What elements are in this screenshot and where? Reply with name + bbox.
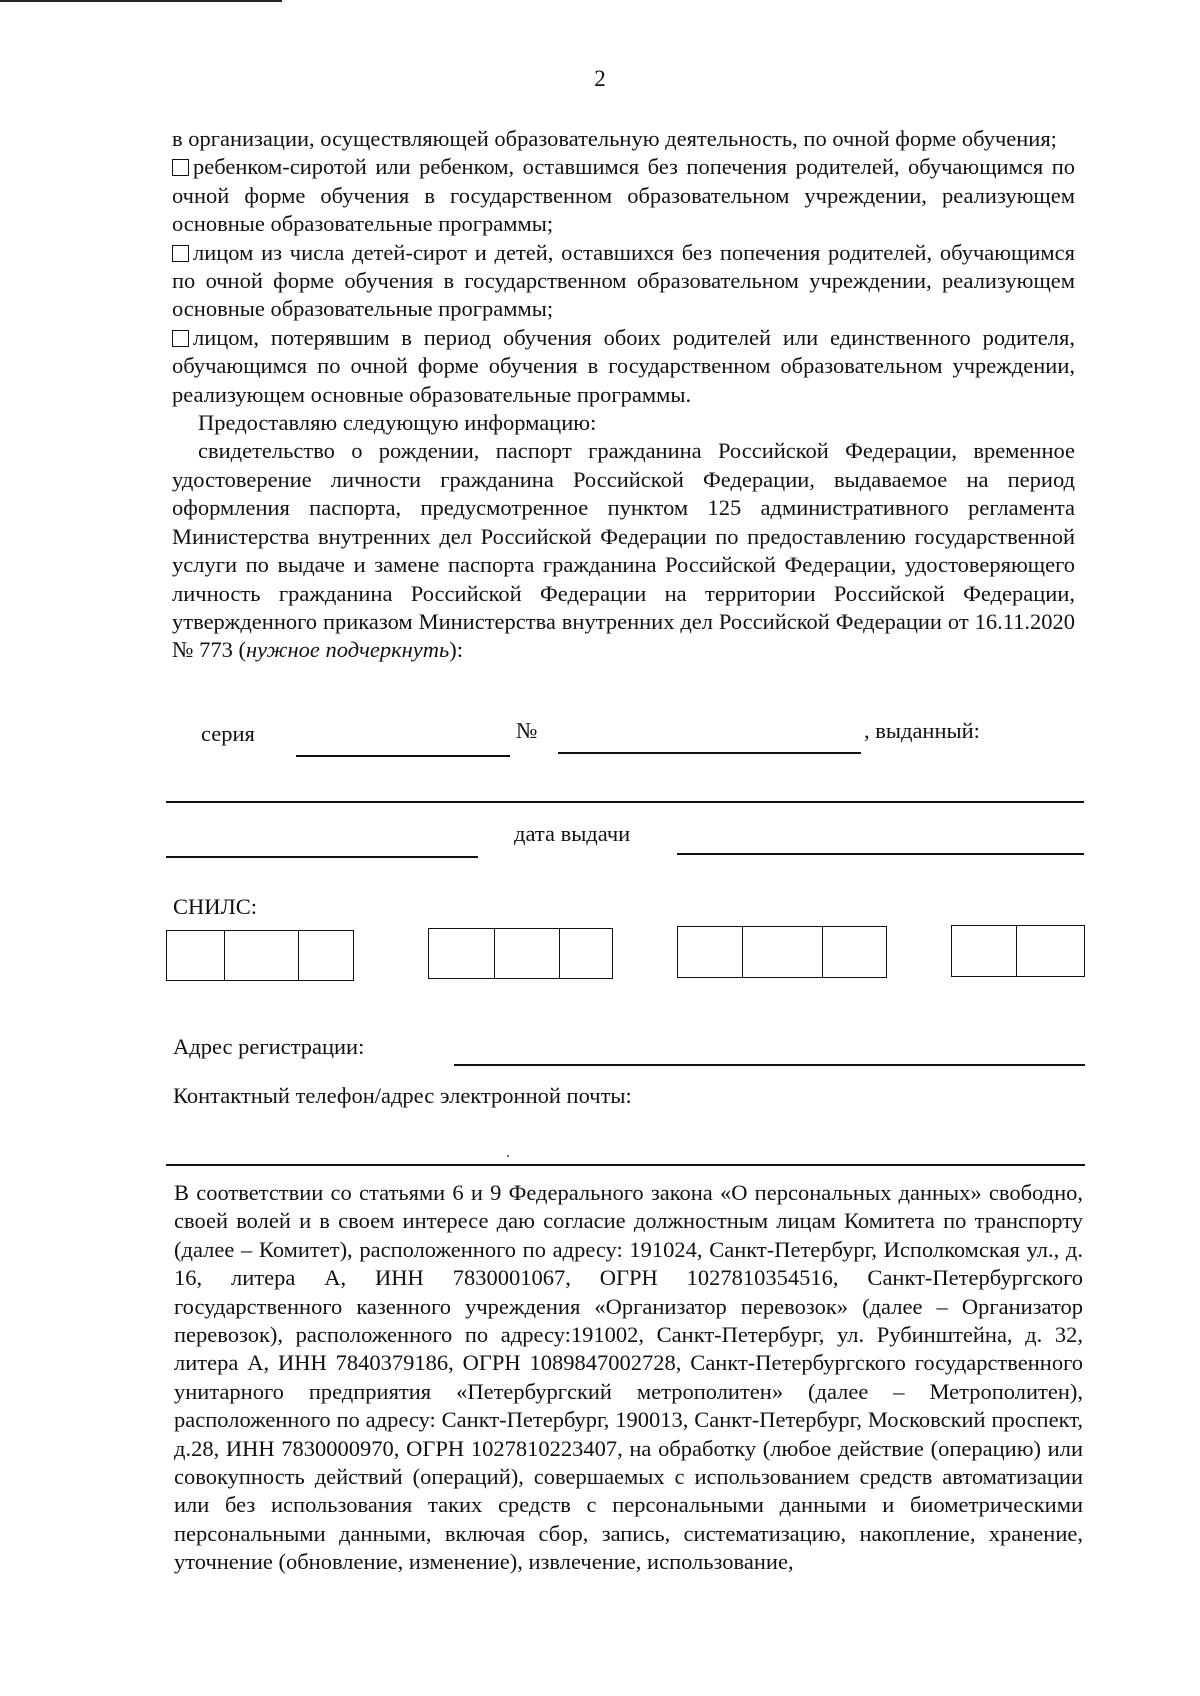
option-former-orphan-text: лицом из числа детей-сирот и детей, оставшихся без попечения родителей, обучающимся по очной форме обучения в государственном образовательном учреждении, реализующем основные образовательные программы;	[172, 239, 1075, 322]
contact-field[interactable]	[166, 1164, 1085, 1166]
option-lost-parents-text: лицом, потерявшим в период обучения обоих родителей или единственного родителя, обучающимся по очной форме обучения в государственном образовательном учреждении, реализующем основные образовательные программы.	[172, 324, 1075, 407]
snils-cell[interactable]	[743, 927, 823, 977]
documents-text: свидетельство о рождении, паспорт гражданина Российской Федерации, временное удостоверение личности гражданина Российской Федерации, выдаваемое на период оформления паспорта, предусмотренное пунктом 125 административного регламента Министерства внутренних дел Российской Федерации по предоставлению государственной услуги по выдаче и замене паспорта гражданина Российской Федерации, удостоверяющего личность гражданина Российской Федерации на территории Российской Федерации, утвержденного приказом Министерства внутренних дел Российской Федерации от 16.11.2020 № 773 (	[172, 438, 1075, 663]
consent-block	[174, 1179, 1083, 1577]
option-orphan	[172, 153, 1075, 238]
snils-cell[interactable]	[299, 931, 353, 980]
documents-paragraph	[172, 437, 1075, 664]
issue-date-left-line[interactable]	[166, 856, 478, 858]
documents-note: нужное подчеркнуть	[245, 637, 450, 663]
documents-tail: ):	[449, 637, 463, 663]
snils-group-3[interactable]	[677, 926, 887, 978]
issue-date-label: дата выдачи	[514, 821, 631, 846]
option-orphan-text: ребенком-сиротой или ребенком, оставшимся без попечения родителей, обучающимся по очной форме обучения в государственном образовательном учреждении, реализующем основные образовательные программы;	[172, 154, 1075, 237]
option-lost-parents-checkbox[interactable]	[172, 330, 189, 347]
snils-cell[interactable]	[952, 926, 1017, 976]
snils-group-4[interactable]	[951, 925, 1085, 977]
snils-group-2[interactable]	[428, 928, 613, 979]
series-field[interactable]	[296, 755, 510, 757]
option-former-orphan-checkbox[interactable]	[172, 245, 189, 262]
address-label: Адрес регистрации:	[173, 1034, 365, 1059]
consent-text: В соответствии со статьями 6 и 9 Федерального закона «О персональных данных» свободно, своей волей и в своем интересе даю согласие должностным лицам Комитета по транспорту (далее – Комитет), расположенного по адресу: 191024, Санкт-Петербург, Исполкомская ул., д. 16, литера А, ИНН 7830001067, ОГРН 1027810354516, Санкт-Петербургского государственного казенного учреждения «Организатор перевозок» (далее – Организатор перевозок), расположенного по адресу:191002, Санкт-Петербург, ул. Рубинштейна, д. 32, литера А, ИНН 7840379186, ОГРН 1089847002728, Санкт-Петербургского государственного унитарного предприятия «Петербургский метрополитен» (далее – Метрополитен), расположенного по адресу: Санкт-Петербург, 190013, Санкт-Петербург, Московский проспект, д.28, ИНН 7830000970, ОГРН 1027810223407, на обработку (любое действие (операцию) или совокупность действий (операций), совершаемых с использованием средств автоматизации или без использования таких средств с персональными данными и биометрическими персональными данными, включая сбор, запись, систематизацию, накопление, хранение, уточнение (обновление, изменение), извлечение, использование,	[174, 1180, 1083, 1575]
snils-cell[interactable]	[225, 931, 299, 980]
number-label: №	[516, 718, 538, 743]
issued-by-field[interactable]	[166, 801, 1084, 803]
snils-cell[interactable]	[167, 931, 225, 980]
option-lost-parents	[172, 324, 1075, 409]
contact-label: Контактный телефон/адрес электронной почты:	[173, 1083, 632, 1108]
continuation-text: в организации, осуществляющей образовательную деятельность, по очной форме обучения;	[172, 126, 1057, 151]
snils-cell[interactable]	[429, 929, 495, 978]
series-label: серия	[201, 721, 255, 746]
address-field[interactable]	[454, 1064, 1085, 1066]
snils-group-1[interactable]	[166, 930, 354, 981]
snils-label: СНИЛС:	[173, 894, 258, 919]
snils-cell[interactable]	[495, 929, 560, 978]
number-field[interactable]	[558, 752, 861, 754]
info-intro: Предоставляю следующую информацию:	[198, 410, 597, 436]
snils-cell[interactable]	[823, 927, 886, 977]
snils-cell[interactable]	[560, 929, 612, 978]
statement-block	[172, 125, 1075, 665]
option-former-orphan	[172, 239, 1075, 324]
scan-speck	[507, 1155, 509, 1157]
scan-edge-line	[0, 0, 282, 2]
page-number: 2	[594, 66, 606, 91]
snils-cell[interactable]	[1017, 926, 1084, 976]
issue-date-field[interactable]	[677, 853, 1084, 855]
option-orphan-checkbox[interactable]	[172, 159, 189, 176]
snils-cell[interactable]	[678, 927, 743, 977]
issued-label: , выданный:	[864, 718, 980, 743]
